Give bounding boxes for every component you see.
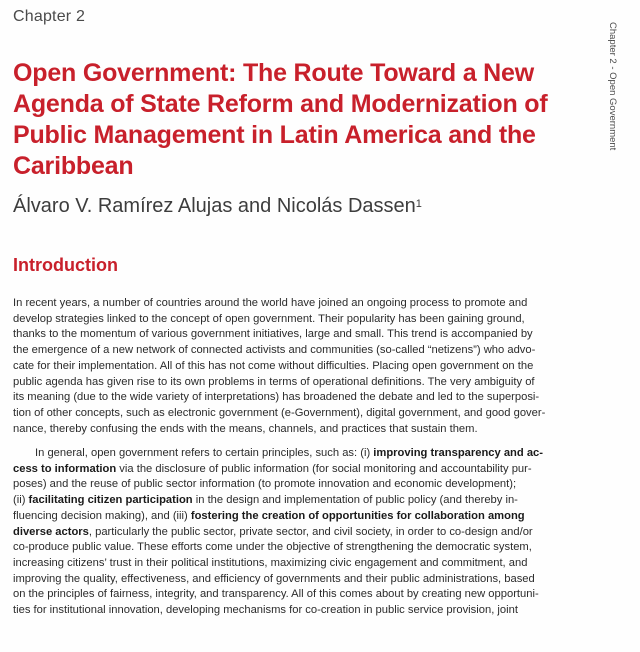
title-line: Open Government: The Route Toward a New [13, 59, 534, 87]
author-names: Álvaro V. Ramírez Alujas and Nicolás Dassen [13, 195, 416, 217]
body-paragraph-1 [13, 296, 573, 437]
paragraph-line: its meaning (due to the wide variety of interpretations) has broadened the debate and led to the superposi- [13, 391, 540, 404]
text-run: via the disclosure of public information (for social monitoring and accountability pur- [116, 462, 532, 475]
paragraph-line: cate for their implementation. All of this has not come without difficulties. Placing open government on the [13, 359, 534, 372]
chapter-label: Chapter 2 [13, 8, 86, 25]
paragraph-line: poses) and the reuse of public sector information (to promote innovation and economic development); [13, 478, 517, 491]
section-heading: Introduction [13, 255, 118, 275]
paragraph-line: on the principles of fairness, integrity, and transparency. All of this comes about by creating new opportuni- [13, 588, 539, 601]
running-head-vertical: Chapter 2 - Open Government [607, 22, 618, 151]
bold-run: fostering the creation of opportunities for collaboration among [190, 509, 525, 522]
paragraph-line: co-produce public value. These efforts come under the objective of strengthening the democratic system, [13, 541, 532, 554]
paragraph-line: improving the quality, effectiveness, and efficiency of governments and their public administrations, based [13, 572, 535, 585]
bold-run: improving transparency and ac- [373, 447, 544, 459]
text-run: (ii) [13, 494, 29, 507]
title-line: Agenda of State Reform and Modernization of [13, 90, 548, 118]
paragraph-line: In recent years, a number of countries around the world have joined an ongoing process to promote and [13, 297, 528, 309]
paragraph-line [13, 509, 573, 525]
footnote-mark: 1 [415, 198, 422, 210]
text-run: fluencing decision making), and (iii) [13, 509, 191, 522]
bold-run: diverse actors [13, 525, 89, 538]
title-line: Caribbean [13, 152, 134, 180]
paragraph-line: ties for institutional innovation, developing mechanisms for co-creation in public service provision, joint [13, 604, 518, 617]
paragraph-line [13, 462, 573, 478]
text-run: , particularly the public sector, private sector, and civil society, in order to co-design and/or [88, 525, 533, 538]
title-line: Public Management in Latin America and the [13, 121, 536, 149]
paragraph-line: the emergence of a new network of connected activists and communities (so-called “netizens”) who advo- [13, 344, 536, 357]
paragraph-line: develop strategies linked to the concept of open government. Their popularity has been gaining ground, [13, 312, 525, 325]
body-paragraph-2 [13, 446, 573, 619]
bold-run: facilitating citizen participation [28, 494, 193, 507]
text-run: In general, open government refers to certain principles, such as: (i) [35, 447, 374, 459]
paragraph-line [13, 525, 573, 541]
paragraph-line: nance, thereby confusing the ends with the means, channels, and practices that sustain them. [13, 422, 478, 435]
author-line [13, 195, 422, 218]
paragraph-line: thanks to the momentum of various government initiatives, large and small. This trend is accompanied by [13, 328, 533, 341]
bold-run: cess to information [13, 462, 117, 475]
paragraph-line: increasing citizens’ trust in their political institutions, maximizing civic engagement and commitment, and [13, 556, 528, 569]
text-run: in the design and implementation of public policy (and thereby in- [192, 494, 518, 507]
chapter-title [13, 58, 583, 182]
paragraph-line: tion of other concepts, such as electronic government (e-Government), digital government, and good gover- [13, 406, 546, 419]
paragraph-line [13, 446, 573, 462]
paragraph-line: public agenda has given rise to its own problems in terms of operational definitions. The very ambiguity of [13, 375, 535, 388]
paragraph-line [13, 493, 573, 509]
